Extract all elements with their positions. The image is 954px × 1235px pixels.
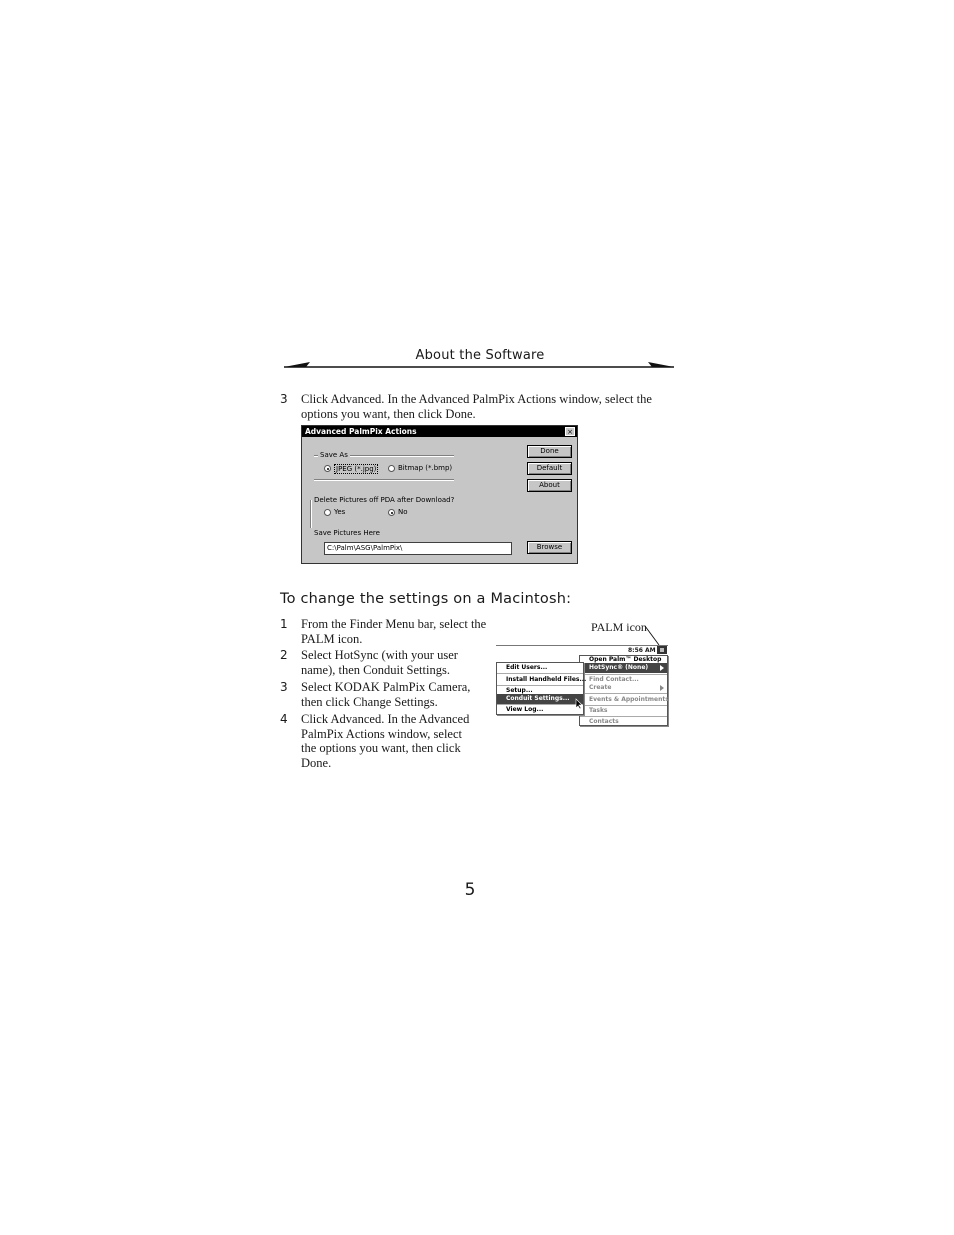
step-number: 4 [280,712,288,726]
menu-item-tasks[interactable]: Tasks [589,707,608,714]
menu-item-setup[interactable]: Setup... [506,687,533,694]
callout-line [644,625,664,647]
close-icon[interactable]: × [565,427,575,436]
menu-item-view-log[interactable]: View Log... [506,706,544,713]
yes-radio[interactable] [324,509,331,516]
save-path-field[interactable]: C:\Palm\ASG\PalmPix\ [324,542,512,555]
step-text: From the Finder Menu bar, select the PALM icon. [301,617,487,646]
menu-item-install-handheld-files[interactable]: Install Handheld Files... [506,676,587,683]
advanced-palmpix-dialog [301,425,578,564]
bitmap-option-label: Bitmap (*.bmp) [398,464,453,472]
menu-item-events[interactable]: Events & Appointments [589,696,669,703]
default-button[interactable]: Default [527,462,572,475]
step-number: 3 [280,680,288,694]
save-as-label: Save As [320,451,348,459]
palm-icon[interactable] [657,646,667,654]
about-button[interactable]: About [527,479,572,492]
delete-label: Delete Pictures off PDA after Download? [314,496,455,504]
header-rule [284,360,674,372]
mouse-cursor-icon [575,698,584,710]
page-number: 5 [464,880,476,900]
running-header: About the Software [415,348,545,363]
step-number: 3 [280,392,288,406]
menu-item-hotsync-label: HotSync® (None) [589,664,649,671]
menu-item-hotsync[interactable] [580,663,667,673]
step-number: 2 [280,648,288,662]
dialog-title: Advanced PalmPix Actions [302,426,577,437]
step-text: Click Advanced. In the Advanced PalmPix Actions window, select the options you want, then click Done. [301,392,652,421]
bitmap-radio[interactable] [388,465,395,472]
jpeg-radio[interactable] [324,465,331,472]
no-radio[interactable] [388,509,395,516]
menu-item-conduit-settings[interactable]: Conduit Settings... [497,694,583,704]
menubar-clock: 8:56 AM [628,647,656,654]
jpeg-option-label: JPEG (*.jpg) [336,465,377,473]
step-number: 1 [280,617,288,631]
menu-item-find-contact[interactable]: Find Contact... [589,676,639,683]
submenu-arrow-icon [660,685,664,691]
step-text: Click Advanced. In the Advanced PalmPix Actions window, select the options you want, then click Done. [301,712,470,770]
save-here-label: Save Pictures Here [314,529,380,537]
menu-item-create[interactable] [580,683,667,693]
browse-button[interactable]: Browse [527,541,572,554]
done-button[interactable]: Done [527,445,572,458]
palm-icon-callout: PALM icon [591,620,647,634]
no-option-label: No [398,508,408,516]
step-text: Select KODAK PalmPix Camera, then click Change Settings. [301,680,471,709]
yes-option-label: Yes [334,508,346,516]
menu-item-edit-users[interactable]: Edit Users... [506,664,548,671]
step-text: Select HotSync (with your user name), then Conduit Settings. [301,648,458,677]
submenu-arrow-icon [660,665,664,671]
hotsync-submenu [496,662,587,715]
section-heading: To change the settings on a Macintosh: [280,591,572,607]
menu-item-contacts[interactable]: Contacts [589,718,619,725]
menu-item-open-palm-desktop[interactable]: Open Palm™ Desktop [589,656,662,663]
palm-menu [579,655,668,726]
menu-item-create-label: Create [589,684,612,691]
